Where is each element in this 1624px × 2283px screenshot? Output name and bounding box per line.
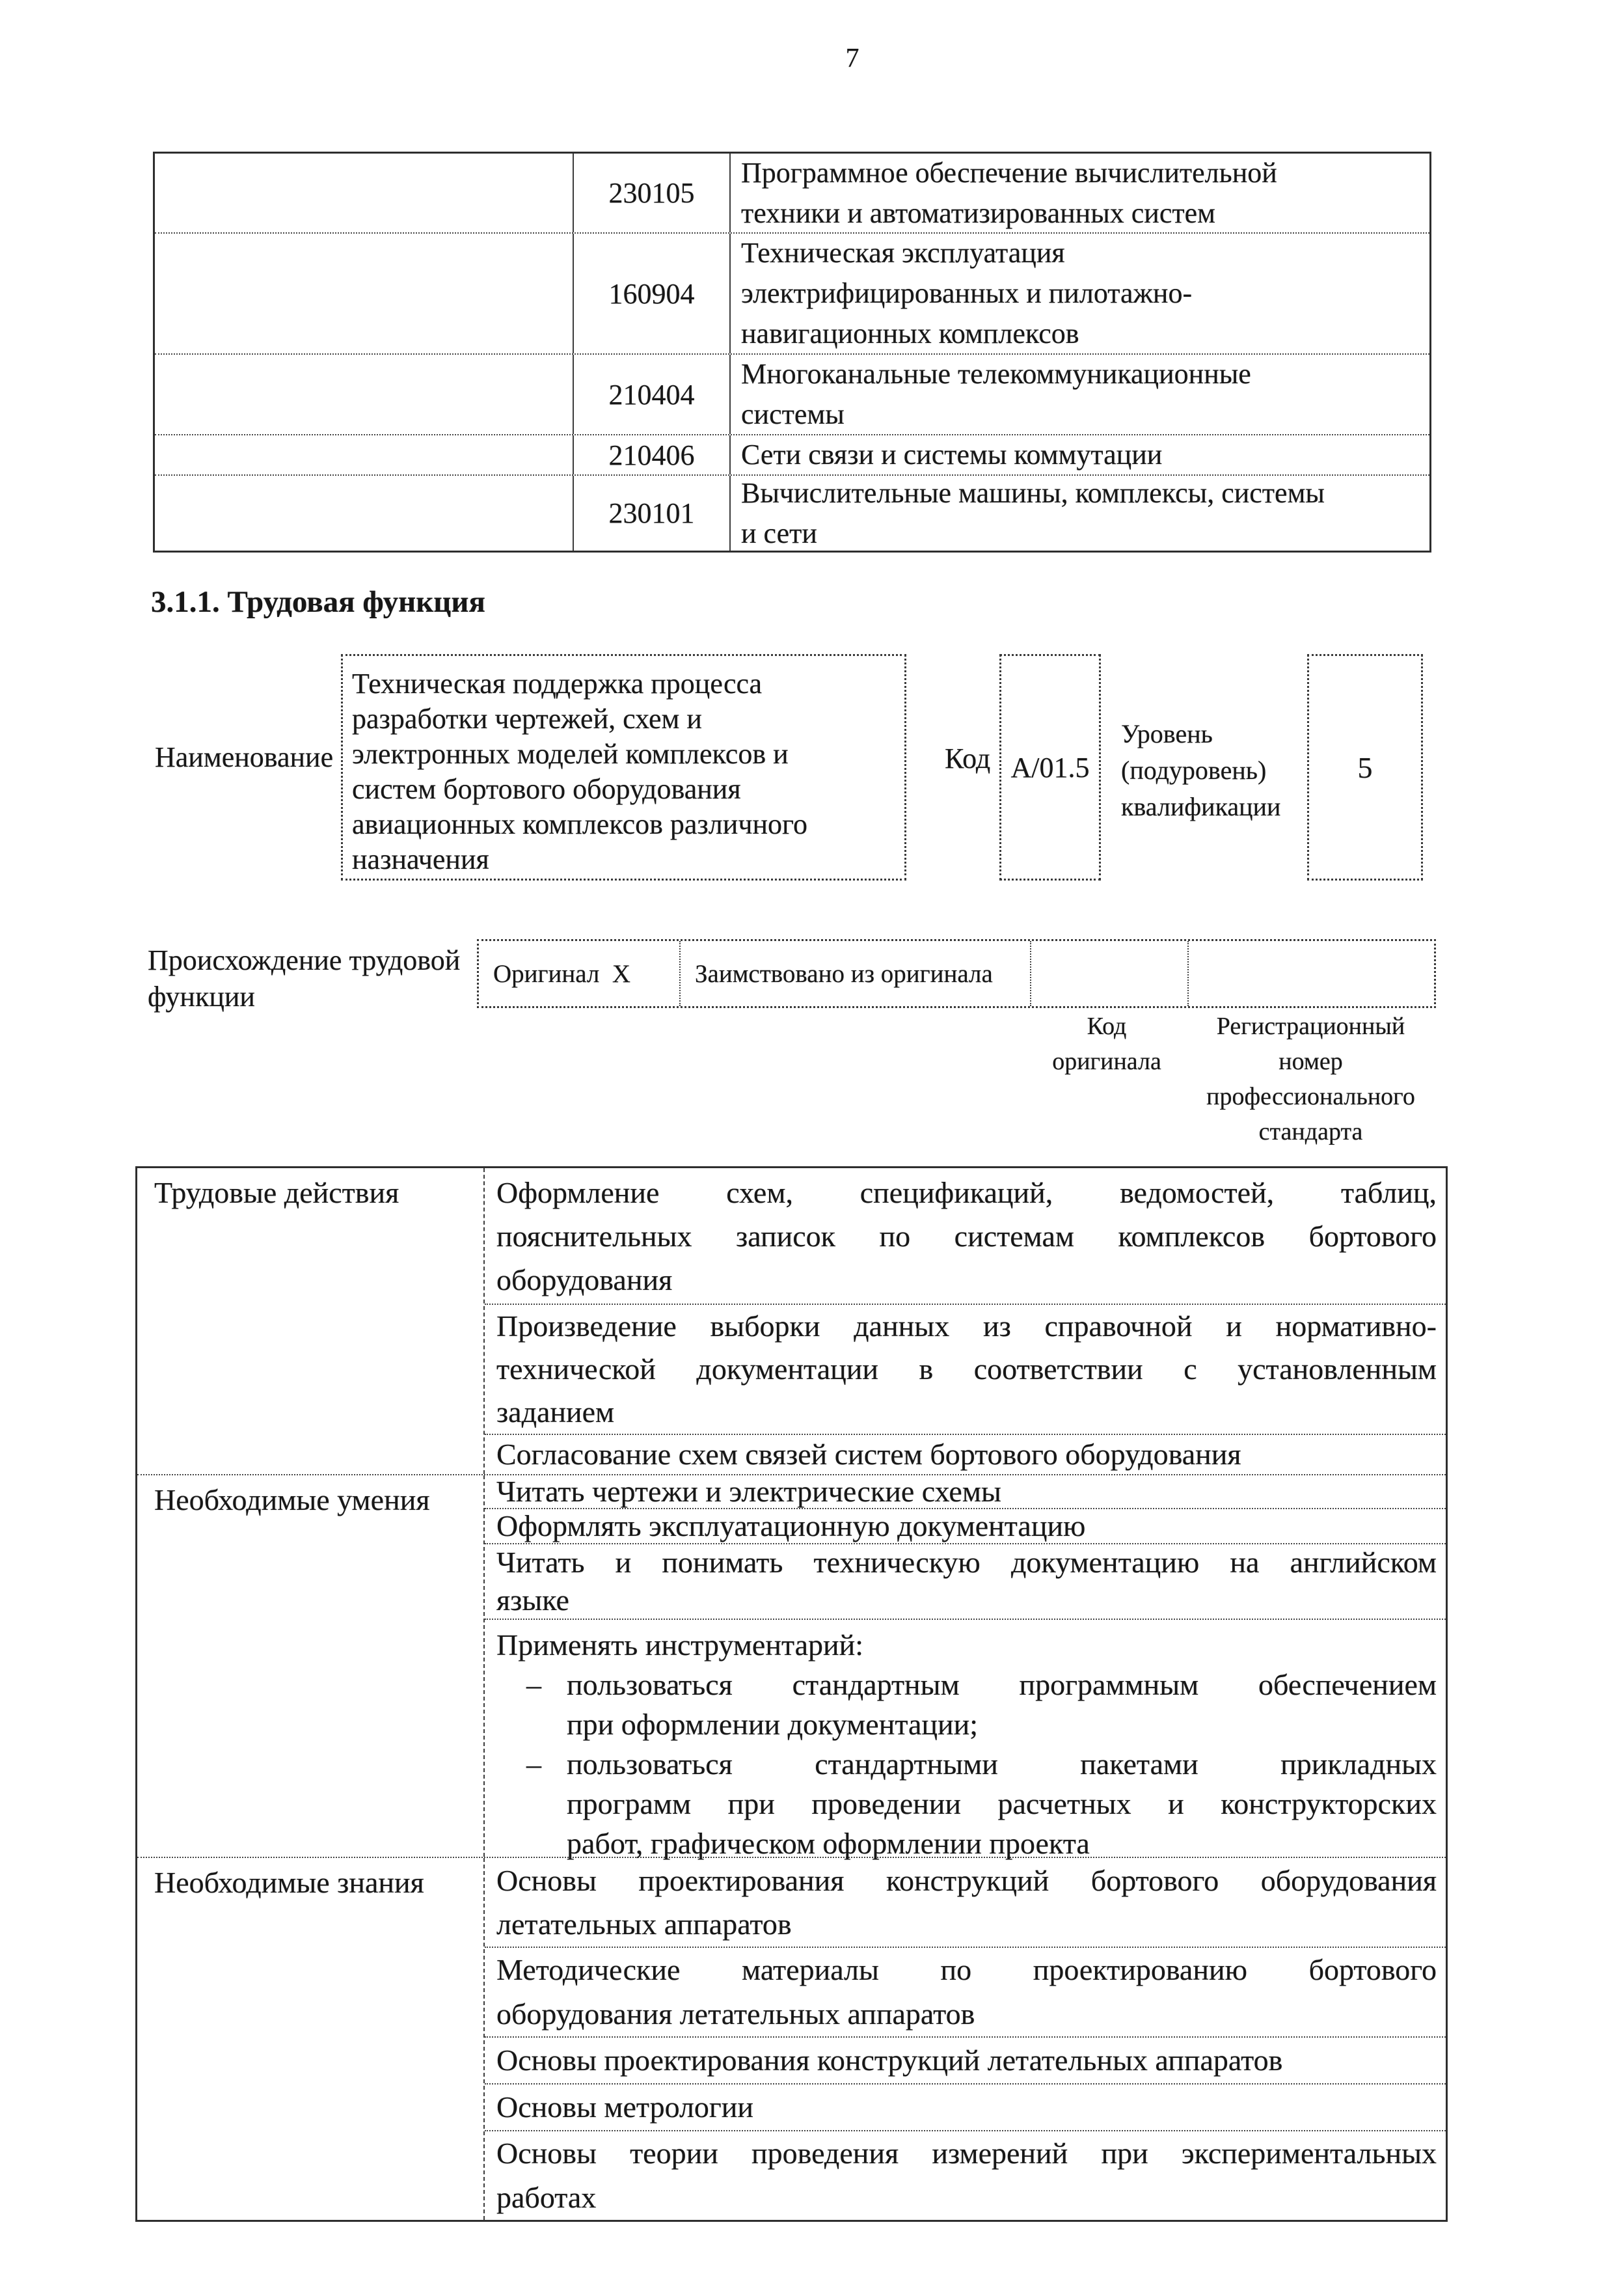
specialty-code: 160904 (573, 234, 729, 353)
specialty-name: Техническая эксплуатация электрифицированных и пилотажно- навигационных комплексов (729, 234, 1429, 353)
origin-original-cell: Оригинал X (493, 959, 631, 988)
requirement-row: Основы метрологии (485, 2083, 1446, 2130)
page-number: 7 (845, 44, 859, 74)
requirement-row: Основы проектирования конструкций бортового оборудования летательных аппаратов (496, 1864, 1437, 1941)
requirement-row: Читать и понимать техническую документацию на английском языке (485, 1543, 1446, 1619)
requirement-row-intro: Применять инструментарий: (496, 1628, 864, 1661)
section-labor-actions (137, 1168, 1446, 1474)
list-item-text: пользоваться стандартным программным обеспечением при оформлении документации; (567, 1668, 1437, 1741)
requirement-row: Оформлять эксплуатационную документацию (485, 1508, 1446, 1543)
list-item-text: пользоваться стандартными пакетами прикладных программ при проведении расчетных и конструкторских работ, графическом оформлении проекта (567, 1747, 1437, 1860)
specialty-name: Программное обеспечение вычислительной техники и автоматизированных систем (729, 154, 1429, 232)
requirement-row: Основы проектирования конструкций летательных аппаратов (485, 2036, 1446, 2083)
list-item (526, 1665, 1437, 1744)
specialty-name: Вычислительные машины, комплексы, системы и сети (729, 476, 1429, 551)
qualification-level-box: 5 (1307, 654, 1423, 881)
origin-label: Происхождение трудовой функции (148, 944, 461, 1013)
function-name-label: Наименование (155, 741, 334, 773)
empty-cell (155, 234, 573, 353)
section-label: Трудовые действия (137, 1168, 485, 1474)
specialty-name: Многоканальные телекоммуникационные системы (729, 355, 1429, 434)
section-label: Необходимые знания (137, 1858, 485, 2220)
specialty-name: Сети связи и системы коммутации (729, 435, 1429, 474)
specialty-code: 230105 (573, 154, 729, 232)
table-row (155, 353, 1429, 434)
table-row (155, 232, 1429, 353)
origin-borrowed-cell: Заимствовано из оригинала (679, 941, 1030, 1006)
origin-code-caption: Код оригинала (1052, 1013, 1161, 1075)
table-row (155, 434, 1429, 474)
requirements-table (135, 1166, 1448, 2222)
empty-cell (155, 476, 573, 551)
function-name-box: Техническая поддержка процесса разработки чертежей, схем и электронных моделей комплексов и систем бортового оборудования авиационных комплексов различного назначения (341, 654, 906, 881)
specialty-code: 210404 (573, 355, 729, 434)
origin-regnumber-caption: Регистрационный номер профессионального стандарта (1206, 1013, 1415, 1145)
table-row (155, 474, 1429, 551)
section-required-skills (137, 1474, 1446, 1860)
specialty-code: 210406 (573, 435, 729, 474)
origin-regnumber-cell (1187, 941, 1434, 1006)
origin-table (477, 939, 1436, 1008)
requirement-row: Читать чертежи и электрические схемы (496, 1475, 1001, 1508)
section-required-knowledge (137, 1857, 1446, 2220)
empty-cell (155, 154, 573, 232)
function-code-label: Код (945, 743, 991, 774)
requirement-row: Произведение выборки данных из справочной и нормативно- технической документации в соответствии с установленным заданием (485, 1304, 1446, 1434)
origin-code-cell (1030, 941, 1187, 1006)
list-item (526, 1744, 1437, 1863)
empty-cell (155, 435, 573, 474)
requirement-row: Методические материалы по проектированию бортового оборудования летательных аппаратов (485, 1947, 1446, 2036)
section-label: Необходимые умения (137, 1475, 485, 1857)
dash-marker: – (526, 1747, 541, 1781)
requirement-row: Оформление схем, спецификаций, ведомостей, таблиц, пояснительных записок по системам комплексов бортового оборудования (496, 1175, 1437, 1296)
empty-cell (155, 355, 573, 434)
dash-marker: – (526, 1668, 541, 1701)
requirement-row-with-list (485, 1619, 1446, 1860)
qualification-level-label: Уровень (подуровень) квалификации (1121, 719, 1281, 821)
section-heading: 3.1.1. Трудовая функция (151, 585, 485, 619)
specialties-table (153, 152, 1431, 553)
specialty-code: 230101 (573, 476, 729, 551)
requirement-row: Согласование схем связей систем бортового оборудования (485, 1434, 1446, 1474)
requirement-row: Основы теории проведения измерений при экспериментальных работах (485, 2130, 1446, 2220)
table-row (155, 154, 1429, 232)
function-code-box: А/01.5 (999, 654, 1101, 881)
